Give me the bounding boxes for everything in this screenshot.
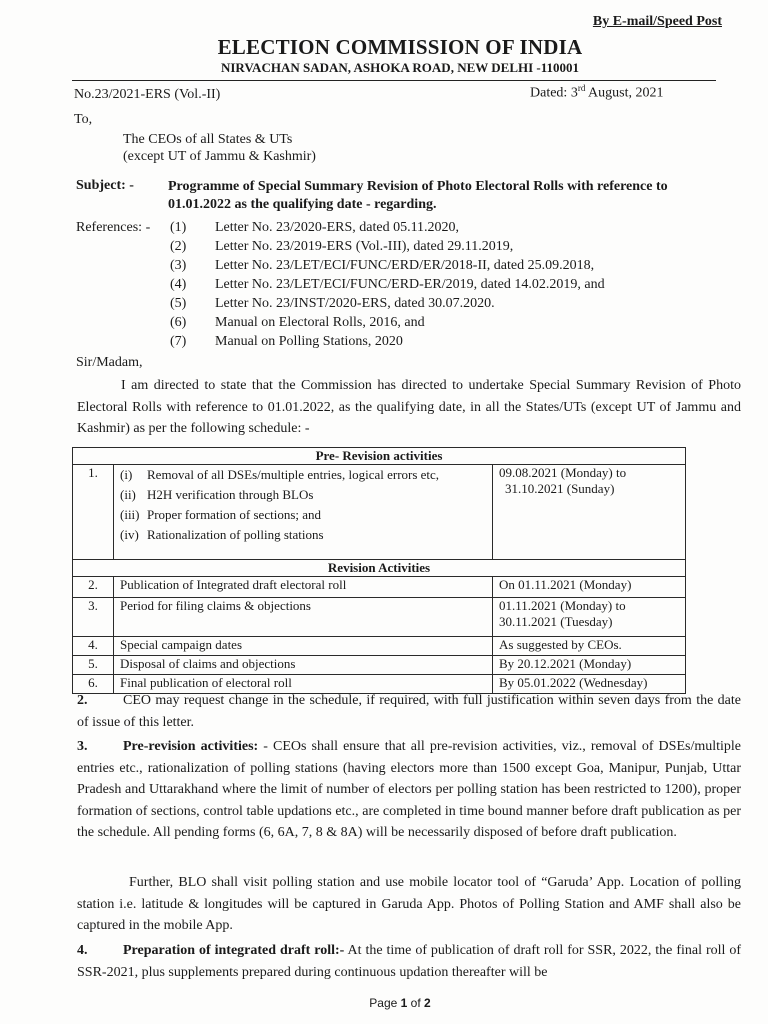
paragraph-4: 4. Preparation of integrated draft roll:- At the time of publication of draft roll for SSR, 2022, the final roll of SSR-2021, plus supplements prepared during continuous updation thereafter will be xyxy=(77,943,741,980)
pre-revision-activities xyxy=(114,465,493,560)
reference-item: (7) Manual on Polling Stations, 2020 xyxy=(170,334,403,349)
row-number: 3. xyxy=(73,598,114,637)
activity-item: (i) Removal of all DSEs/multiple entries, logical errors etc, xyxy=(120,467,440,482)
to-label: To, xyxy=(74,112,93,127)
organization-name: ELECTION COMMISSION OF INDIA xyxy=(217,35,583,59)
date-cell: By 05.01.2022 (Wednesday) xyxy=(493,675,686,694)
letter-date: Dated: 3rd August, 2021 xyxy=(530,83,664,101)
reference-item: (4) Letter No. 23/LET/ECI/FUNC/ERD-ER/2019, dated 14.02.2019, and xyxy=(170,277,605,292)
activity-cell: Special campaign dates xyxy=(114,637,493,656)
reference-item: (1) Letter No. 23/2020-ERS, dated 05.11.2020, xyxy=(170,220,460,235)
activity-cell: Disposal of claims and objections xyxy=(114,656,493,675)
page-number: Page 1 of 2 xyxy=(369,996,431,1010)
table-row xyxy=(73,656,686,675)
activity-cell: Final publication of electoral roll xyxy=(114,675,493,694)
reference-item: (3) Letter No. 23/LET/ECI/FUNC/ERD/ER/2018-II, dated 25.09.2018, xyxy=(170,258,595,273)
intro-paragraph: I am directed to state that the Commission has directed to undertake Special Summary Revision of Photo Electoral Rolls with reference to 01.01.2022, as the qualifying date, in all the States/UTs (except UT of Jammu and Kashmir) as per the following schedule: - xyxy=(77,378,741,436)
date-cell: On 01.11.2021 (Monday) xyxy=(493,577,686,598)
references-label: References: - xyxy=(76,220,151,235)
table-row xyxy=(73,598,686,637)
date-cell: By 20.12.2021 (Monday) xyxy=(493,656,686,675)
paragraph-3: 3. Pre-revision activities: - CEOs shall ensure that all pre-revision activities, viz., removal of DSEs/multiple entries etc., rationalization of polling stations (having electors more than 1500 except Goa, Manipur, Punjab, Uttar Pradesh and Uttarakhand where the limit of number of electors per polling station has been restricted to 1200), proper formation of sections, control table updations etc., are completed in time bound manner before draft publication as per the schedule. All pending forms (6, 6A, 7, 8 & 8A) will be necessarily disposed of before draft publication. xyxy=(77,739,742,840)
activity-cell: Period for filing claims & objections xyxy=(114,598,493,637)
header-divider xyxy=(72,80,716,81)
paragraph-3-continued: Further, BLO shall visit polling station and use mobile locator tool of “Garuda’ App. Location of polling station i.e. latitude & longitudes will be captured in Garuda App. Photos of Polling Station and AMF shall also be captured in the mobile App. xyxy=(77,875,741,933)
schedule-table xyxy=(72,447,686,694)
row-number: 6. xyxy=(73,675,114,694)
subject-text: Programme of Special Summary Revision of Photo Electoral Rolls with reference to 01.01.2022 as the qualifying date - regarding. xyxy=(168,179,668,212)
table-row xyxy=(73,637,686,656)
reference-item: (5) Letter No. 23/INST/2020-ERS, dated 30.07.2020. xyxy=(170,296,495,311)
delivery-mode: By E-mail/Speed Post xyxy=(592,14,722,29)
date-cell: 01.11.2021 (Monday) to 30.11.2021 (Tuesday) xyxy=(493,598,686,637)
letter-reference-number: No.23/2021-ERS (Vol.-II) xyxy=(74,87,221,102)
activity-item: (iv) Rationalization of polling stations xyxy=(120,527,324,542)
activity-item: (iii) Proper formation of sections; and xyxy=(120,507,322,522)
row-number: 2. xyxy=(73,577,114,598)
table-row xyxy=(73,465,686,560)
subject-label: Subject: - xyxy=(76,178,134,193)
date-cell: As suggested by CEOs. xyxy=(493,637,686,656)
addressee-line: The CEOs of all States & UTs xyxy=(123,132,293,147)
activity-dates: 09.08.2021 (Monday) to 31.10.2021 (Sunday) xyxy=(493,465,686,560)
table-row xyxy=(73,577,686,598)
pre-revision-header: Pre- Revision activities xyxy=(73,448,686,465)
addressee-line: (except UT of Jammu & Kashmir) xyxy=(123,149,316,164)
row-number: 4. xyxy=(73,637,114,656)
reference-item: (6) Manual on Electoral Rolls, 2016, and xyxy=(170,315,425,330)
activity-cell: Publication of Integrated draft electoral roll xyxy=(114,577,493,598)
activity-item: (ii) H2H verification through BLOs xyxy=(120,487,314,502)
row-number: 5. xyxy=(73,656,114,675)
salutation: Sir/Madam, xyxy=(76,355,143,370)
paragraph-2: 2. CEO may request change in the schedule, if required, with full justification within seven days from the date of issue of this letter. xyxy=(77,693,741,730)
organization-address: NIRVACHAN SADAN, ASHOKA ROAD, NEW DELHI -110001 xyxy=(220,60,580,75)
row-number: 1. xyxy=(73,465,114,560)
reference-item: (2) Letter No. 23/2019-ERS (Vol.-III), dated 29.11.2019, xyxy=(170,239,514,254)
revision-header: Revision Activities xyxy=(73,560,686,577)
